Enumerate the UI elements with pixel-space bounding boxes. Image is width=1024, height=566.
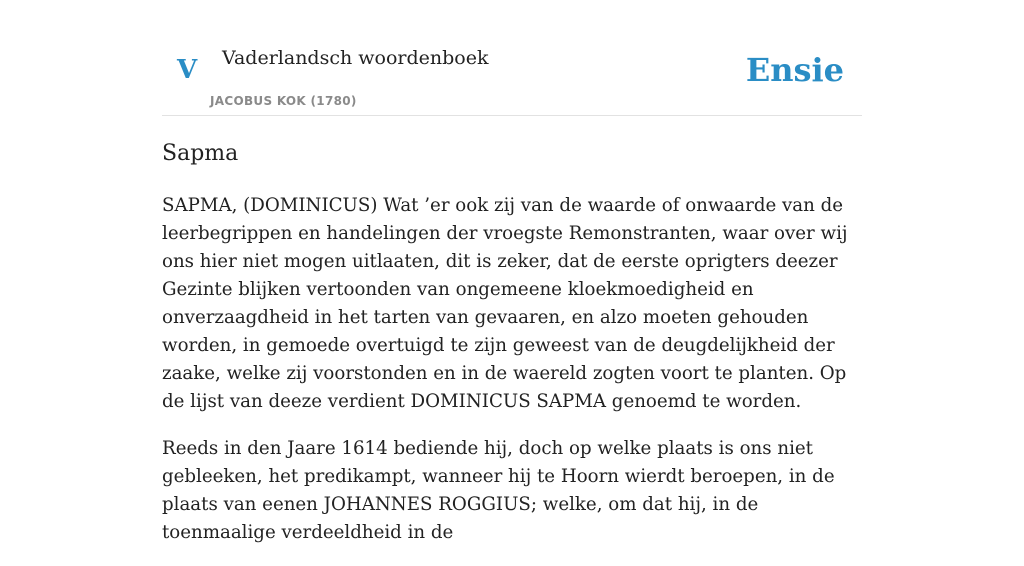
series-letter-badge[interactable]: V	[177, 55, 198, 85]
page	[162, 0, 862, 543]
entry-title: Sapma	[162, 141, 239, 166]
entry-body	[162, 192, 862, 566]
book-author: JACOBUS KOK (1780)	[210, 94, 357, 108]
book-title-link[interactable]: Vaderlandsch woordenboek	[222, 47, 489, 69]
entry-paragraph: Reeds in den Jaare 1614 bediende hij, doch op welke plaats is ons niet gebleeken, het predikampt, wanneer hij te Hoorn wierdt beroepen, in de plaats van eenen JOHANNES ROGGIUS; welke, om dat hij, in de toenmaalige verdeeldheid in de	[162, 438, 835, 543]
site-header	[162, 0, 862, 116]
entry-paragraph: SAPMA, (DOMINICUS) Wat ’er ook zij van de waarde of onwaarde van de leerbegrippen en handelingen der vroegste Remonstranten, waar over wij ons hier niet mogen uitlaaten, dit is zeker, dat de eerste oprigters deezer Gezinte blijken vertoonden van ongemeene kloekmoedigheid en onverzaagdheid in het tarten van gevaaren, en alzo moeten gehouden worden, in gemoede overtuigd te zijn geweest van de deugdelijkheid der zaake, welke zij voorstonden en in de waereld zogten voort te planten. Op de lijst van deeze verdient DOMINICUS SAPMA genoemd te worden.	[162, 195, 848, 412]
ensie-logo-link[interactable]: Ensie	[745, 51, 844, 89]
